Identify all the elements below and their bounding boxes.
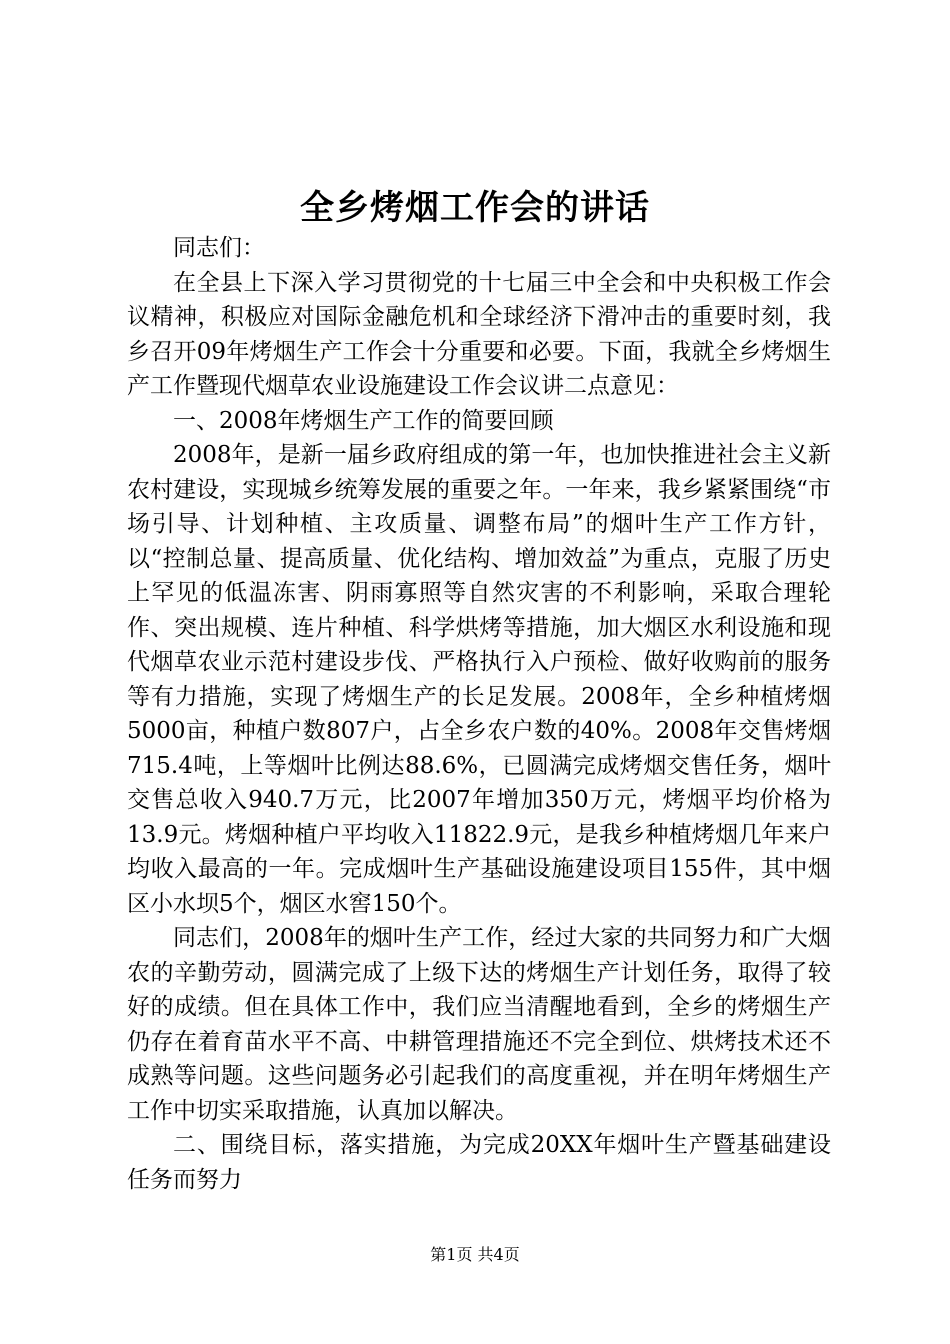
page-number-footer: 第1页 共4页 — [430, 1245, 520, 1264]
document-title: 全乡烤烟工作会的讲话 — [300, 188, 650, 228]
review-paragraph: 2008年，是新一届乡政府组成的第一年，也加快推进社会主义新农村建设，实现城乡统筹发展的重要之年。一年来，我乡紧紧围绕“市场引导、计划种植、主攻质量、调整布局”的烟叶生产工作方针，以“控制总量、提高质量、优化结构、增加效益”为重点，克服了历史上罕见的低温冻害、阴雨寡照等自然灾害的不利影响，采取合理轮作、突出规模、连片种植、科学烘烤等措施，加大烟区水利设施和现代烟草农业示范村建设步伐、严格执行入户预检、做好收购前的服务等有力措施，实现了烤烟生产的长足发展。2008年，全乡种植烤烟5000亩，种植户数807户，占全乡农户数的40%。2008年交售烤烟715.4吨，上等烟叶比例达88.6%，已圆满完成烤烟交售任务，烟叶交售总收入940.7万元，比2007年增加350万元，烤烟平均价格为13.9元。烤烟种植户平均收入11822.9元，是我乡种植烤烟几年来户均收入最高的一年。完成烟叶生产基础设施建设项目155件，其中烟区小水坝5个，烟区水窖150个。 — [127, 442, 831, 917]
intro-paragraph: 在全县上下深入学习贯彻党的十七届三中全会和中央积极工作会议精神，积极应对国际金融危机和全球经济下滑冲击的重要时刻，我乡召开09年烤烟生产工作会十分重要和必要。下面，我就全乡烤烟生产工作暨现代烟草农业设施建设工作会议讲二点意见： — [127, 269, 831, 399]
section-heading-1: 一、2008年烤烟生产工作的简要回顾 — [173, 407, 554, 434]
document-body — [127, 231, 831, 1197]
problems-paragraph: 同志们，2008年的烟叶生产工作，经过大家的共同努力和广大烟农的辛勤劳动，圆满完成了上级下达的烤烟生产计划任务，取得了较好的成绩。但在具体工作中，我们应当清醒地看到，全乡的烤烟生产仍存在着育苗水平不高、中耕管理措施还不完全到位、烘烤技术还不成熟等问题。这些问题务必引起我们的高度重视，并在明年烤烟生产工作中切实采取措施，认真加以解决。 — [127, 925, 831, 1124]
section-heading-2: 二、围绕目标，落实措施，为完成20XX年烟叶生产暨基础建设任务而努力 — [127, 1132, 831, 1193]
salutation-paragraph: 同志们： — [173, 235, 265, 261]
